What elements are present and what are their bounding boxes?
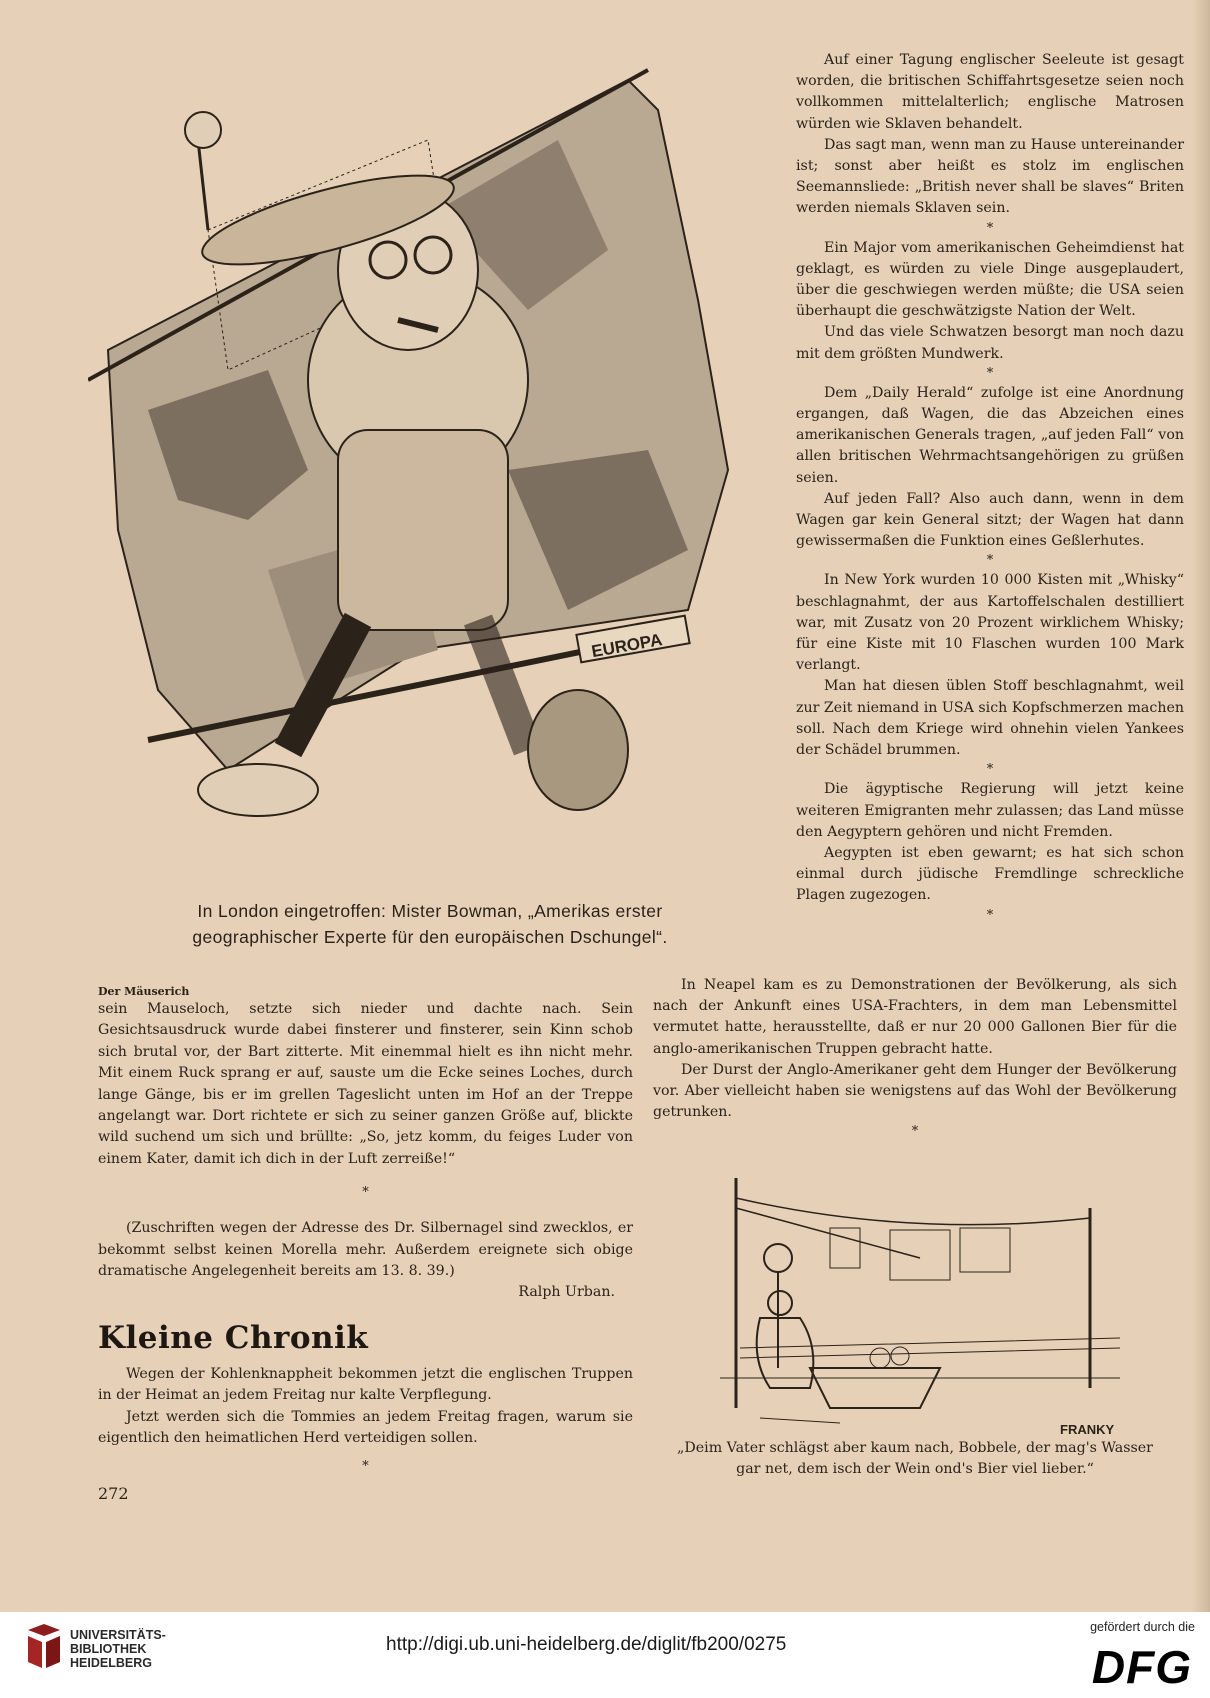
scan-edge	[1192, 0, 1210, 1612]
separator-star: *	[986, 907, 994, 923]
cartoon-sign-label: EUROPA	[589, 630, 664, 662]
cartoon-illustration	[88, 50, 768, 900]
university-logo-icon	[22, 1624, 66, 1674]
right-paragraph: Man hat diesen üblen Stoff beschlagnahmt, weil zur Zeit niemand in USA sich Kopfschmerzen machen soll. Nach dem Kriege wird ohnehin vielen Yankees der Schädel brummen.	[796, 678, 1184, 759]
library-line-1: UNIVERSITÄTS-	[70, 1628, 166, 1642]
chronik-heading: Kleine Chronik	[98, 1320, 369, 1356]
story-note: (Zuschriften wegen der Adresse des Dr. Silbernagel sind zwecklos, er bekommt selbst keinen Morella mehr. Außerdem ereignete sich obige dramatische Angelegenheit bereits am 13. 8. 39.)	[98, 1220, 633, 1280]
chronik-body	[98, 1364, 633, 1476]
artist-signature: FRANKY	[1060, 1422, 1115, 1437]
left-story	[98, 985, 633, 1304]
middle-column	[653, 975, 1177, 1141]
separator-star: *	[986, 553, 994, 569]
right-paragraph: Auf jeden Fall? Also auch dann, wenn in dem Wagen gar kein General sitzt; der Wagen hat dann gewissermaßen die Funktion eines Geßlerhutes.	[796, 490, 1184, 550]
caption-line-2: geographischer Experte für den europäischen Dschungel“.	[192, 927, 668, 947]
right-paragraph: In New York wurden 10 000 Kisten mit „Whisky“ beschlagnahmt, der aus Kartoffelschalen destilliert war, mit Zusatz von 20 Prozent wirklichem Whisky; für eine Kiste mit 10 Flaschen wurden 100 Mark verlangt.	[796, 572, 1184, 674]
library-name[interactable]	[70, 1628, 166, 1670]
drawing-caption: „Deim Vater schlägst aber kaum nach, Bobbele, der mag's Wasser gar net, dem isch der Wein ond's Bier viel lieber.“	[677, 1440, 1153, 1478]
library-line-2: BIBLIOTHEK	[70, 1642, 147, 1656]
middle-paragraph: In Neapel kam es zu Demonstrationen der Bevölkerung, als sich nach der Ankunft eines USA-Frachters, in dem man Lebensmittel vermutet hatte, herausstellte, daß er nur 20 000 Gallonen Bier für die anglo-amerikanischen Truppen gebracht hatte.	[653, 977, 1177, 1057]
running-head: Der Mäuserich	[98, 985, 190, 998]
separator-star: *	[911, 1124, 919, 1140]
right-paragraph: Das sagt man, wenn man zu Hause untereinander ist; sonst aber heißt es stolz im englischen Seemannsliede: „British never shall be slaves“ Briten werden niemals Sklaven sein.	[796, 136, 1184, 217]
footer-bar	[0, 1612, 1210, 1698]
separator-star: *	[986, 220, 994, 236]
story-text: sein Mauseloch, setzte sich nieder und dachte nach. Sein Gesichtsausdruck wurde dabei finsterer und finsterer, sein Kinn schob sich brutal vor, der Bart zitterte. Mit einemmal hielt es ihn nicht mehr. Mit einem Ruck sprang er auf, sauste um die Ecke seines Loches, durch lange Gänge, bis er im grellen Tageslicht unten im Hof an der Treppe angelangt war. Dort richtete er sich zu seiner ganzen Größe auf, blickte wild suchend um sich und brüllte: „So, jetz komm, du feiges Luder von einem Kater, damit ich dich in der Luft zerreiße!“	[98, 1001, 633, 1167]
funded-by-label: gefördert durch die	[1090, 1620, 1195, 1634]
chronik-paragraph: Wegen der Kohlenknappheit bekommen jetzt die englischen Truppen in der Heimat an jedem Freitag nur kalte Verpflegung.	[98, 1366, 633, 1404]
caption-line-1: In London eingetroffen: Mister Bowman, „Amerikas erster	[197, 901, 663, 921]
separator-star: *	[986, 365, 994, 381]
middle-paragraph: Der Durst der Anglo-Amerikaner geht dem Hunger der Bevölkerung vor. Aber vielleicht haben sie wenigstens auf das Wohl der Bevölkerung getrunken.	[653, 1061, 1177, 1121]
right-column	[796, 50, 1184, 925]
right-paragraph: Dem „Daily Herald“ zufolge ist eine Anordnung ergangen, daß Wagen, die das Abzeichen eines amerikanischen Generals tragen, „auf jeden Fall“ von allen britischen Wehrmachtsangehörigen zu grüßen seien.	[796, 384, 1184, 486]
cartoon-caption	[150, 898, 710, 950]
library-line-3: HEIDELBERG	[70, 1656, 152, 1670]
right-paragraph: Aegypten ist eben gewarnt; es hat sich schon einmal durch jüdische Fremdlinge schreckliche Plagen zugezogen.	[796, 844, 1184, 904]
document-url-link[interactable]: http://digi.ub.uni-heidelberg.de/diglit/fb200/0275	[386, 1634, 787, 1655]
dfg-logo[interactable]: DFG	[1091, 1641, 1192, 1693]
separator-star: *	[362, 1185, 369, 1201]
page-number: 272	[98, 1484, 129, 1503]
right-paragraph: Die ägyptische Regierung will jetzt keine weiteren Emigranten mehr zulassen; das Land müsse den Aegyptern gehören und nicht Fremden.	[796, 781, 1184, 840]
right-paragraph: Auf einer Tagung englischer Seeleute ist gesagt worden, die britischen Schiffahrtsgesetze seien noch vollkommen mittelalterlich; englische Matrosen würden wie Sklaven behandelt.	[796, 52, 1184, 132]
story-author: Ralph Urban.	[518, 1284, 615, 1301]
right-paragraph: Ein Major vom amerikanischen Geheimdienst hat geklagt, es würden zu viele Dinge ausgeplaudert, über die geschwiegen werden müßte; die USA seien überhaupt die geschwätzigste Nation der Welt.	[796, 239, 1184, 320]
separator-star: *	[362, 1458, 369, 1474]
separator-star: *	[986, 762, 994, 778]
washing-line-drawing	[660, 1168, 1160, 1440]
right-paragraph: Und das viele Schwatzen besorgt man noch dazu mit dem größten Mundwerk.	[796, 324, 1184, 362]
chronik-paragraph: Jetzt werden sich die Tommies an jedem Freitag fragen, warum sie eigentlich den heimatlichen Herd verteidigen sollen.	[98, 1408, 633, 1447]
